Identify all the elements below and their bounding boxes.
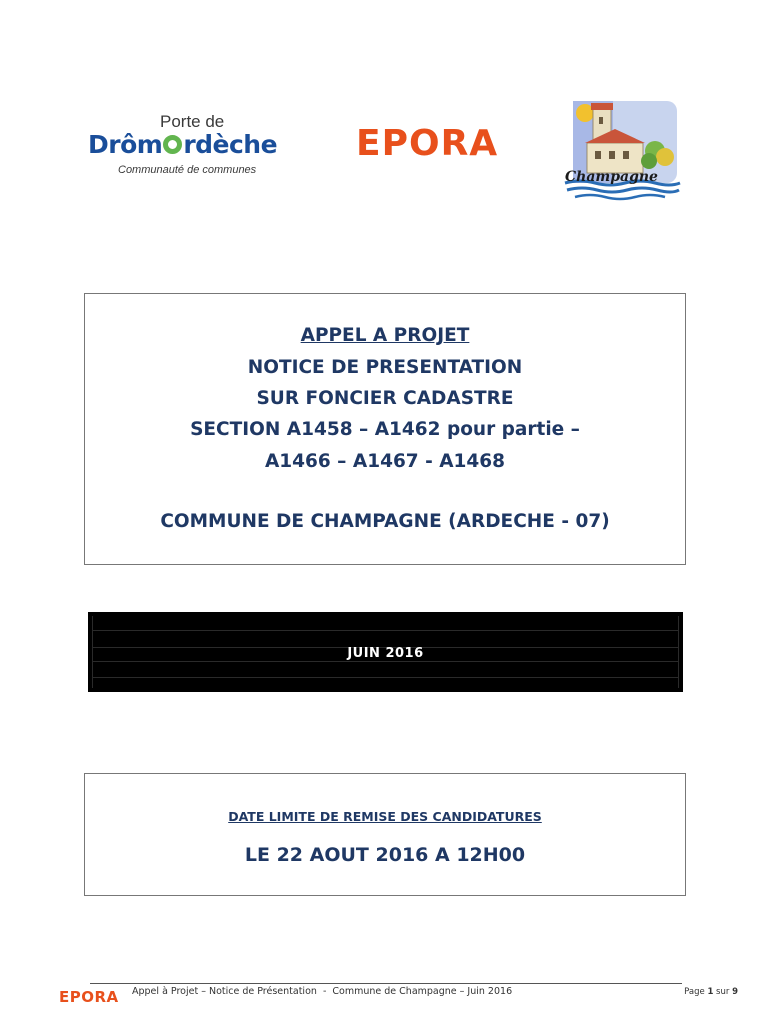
logo-dromardeche-subtitle: Communauté de communes (118, 164, 257, 176)
date-band (88, 612, 683, 692)
footer-text: Appel à Projet – Notice de Présentation - Commune de Champagne – Juin 2016 (132, 986, 513, 997)
logo-dromardeche-top-text: Porte de (160, 112, 225, 131)
deadline-date: LE 22 AOUT 2016 A 12H00 (244, 844, 526, 866)
deadline-label: DATE LIMITE DE REMISE DES CANDIDATURES (228, 809, 542, 824)
deadline-box (84, 773, 686, 896)
logo-dromardeche-main-text (88, 130, 277, 159)
date-band-rule (92, 661, 679, 662)
title-appel-a-projet: APPEL A PROJET (300, 325, 470, 346)
logo-porte-de-dromardeche (88, 112, 303, 182)
logo-champagne-text: Champagne (565, 169, 658, 185)
logo-dromardeche-main-part2: rdèche (183, 130, 278, 159)
footer-page-sep: sur (713, 987, 733, 997)
date-band-rule (92, 677, 679, 678)
title-section: SECTION A1458 – A1462 pour partie – (190, 419, 580, 440)
logo-epora: EPORA (356, 123, 499, 164)
title-foncier: SUR FONCIER CADASTRE (256, 388, 514, 409)
logo-ring-icon (163, 135, 182, 154)
logo-champagne (555, 95, 685, 205)
footer-page-number (684, 987, 738, 997)
footer-rule (90, 983, 682, 984)
title-notice: NOTICE DE PRESENTATION (247, 357, 523, 378)
footer-logo-epora: EPORA (59, 988, 119, 1006)
date-band-rule (92, 630, 679, 631)
footer-page-current: 1 (707, 987, 714, 997)
footer-page-total: 9 (732, 987, 738, 997)
title-box (84, 293, 686, 565)
logo-dromardeche-main-part1: Drôm (88, 130, 163, 159)
title-parcels: A1466 – A1467 - A1468 (264, 451, 506, 472)
date-band-text: JUIN 2016 (347, 646, 424, 661)
footer-page-prefix: Page (684, 987, 708, 997)
title-commune: COMMUNE DE CHAMPAGNE (ARDECHE - 07) (160, 511, 610, 532)
